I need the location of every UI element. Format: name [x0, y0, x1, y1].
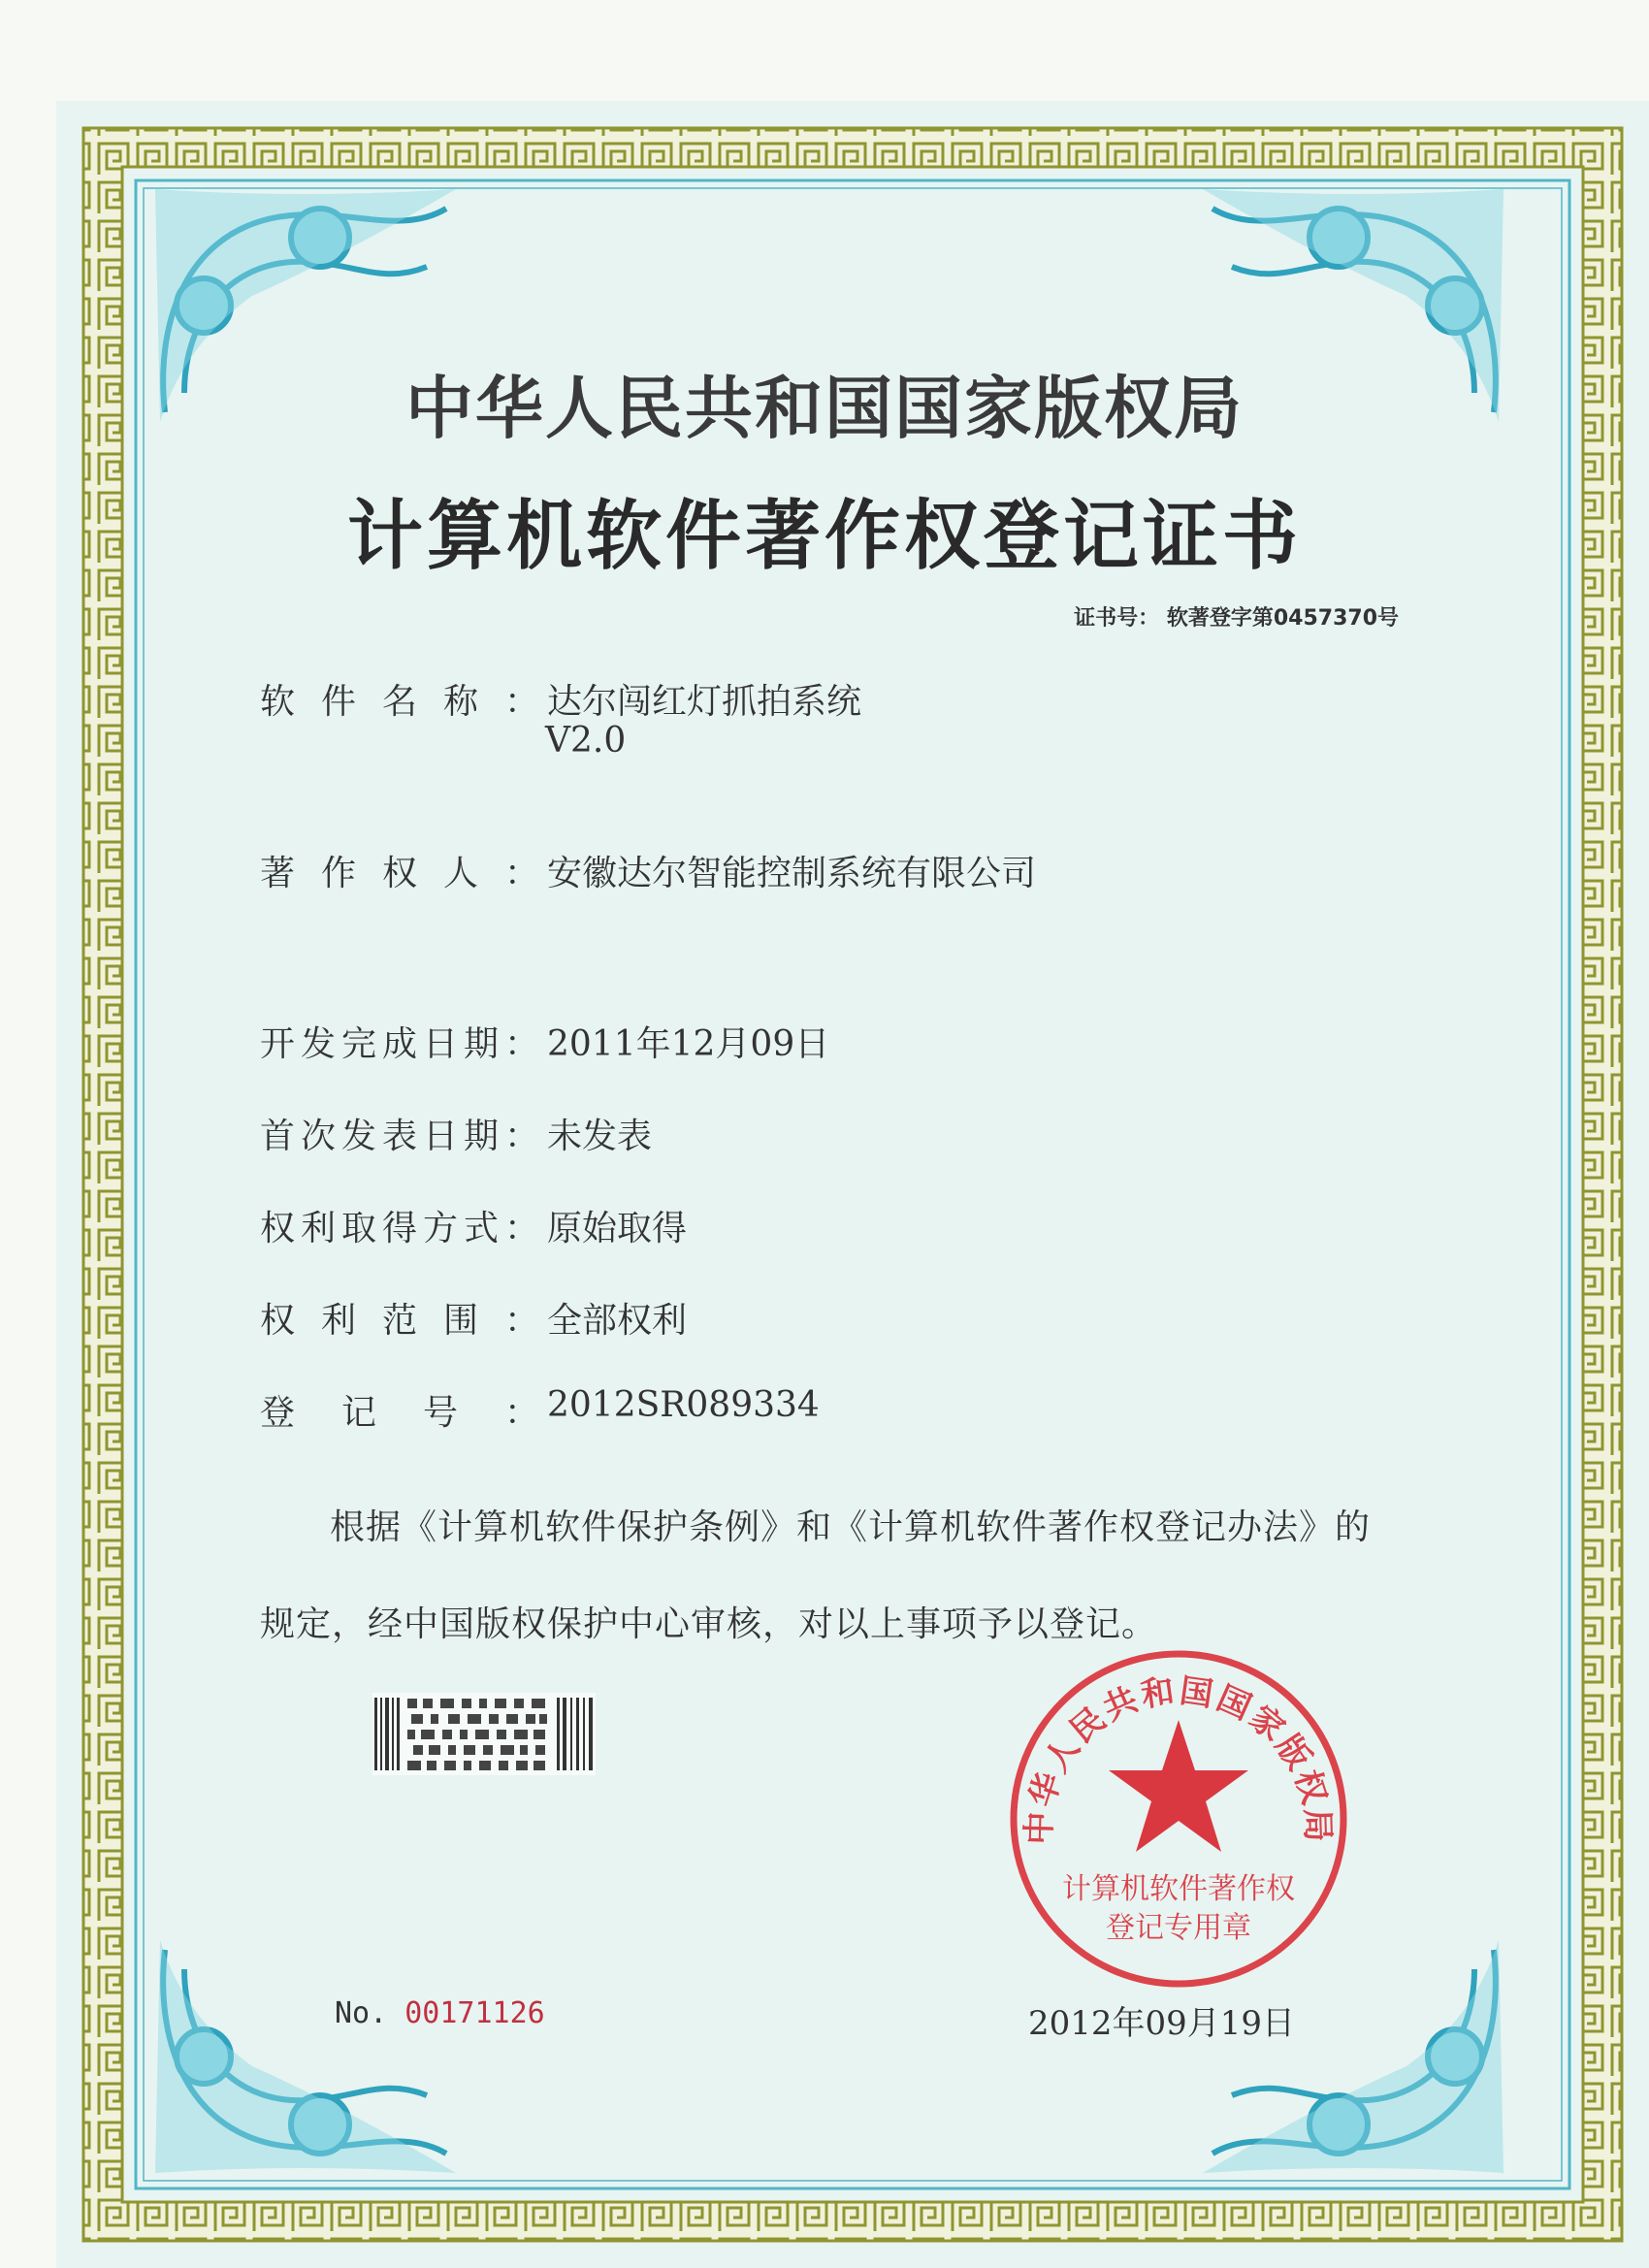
field-value: 达尔闯红灯抓拍系统: [547, 682, 862, 722]
statement-line-2: 规定，经中国版权保护中心审核，对以上事项予以登记。: [260, 1604, 1158, 1644]
field-value: 未发表: [547, 1117, 653, 1156]
barcode: [372, 1693, 596, 1775]
field-label: 权利取得方式：: [260, 1209, 541, 1248]
field-label: 软件名称：: [260, 682, 541, 722]
field-registration-number: [260, 1385, 820, 1435]
certificate-number-value: 软著登字第0457370号: [1166, 606, 1399, 631]
issue-date: 2012年09月19日: [1028, 2004, 1296, 2043]
field-label: 开发完成日期：: [260, 1024, 541, 1064]
field-value: 全部权利: [547, 1301, 688, 1341]
field-value-version: V2.0: [545, 721, 627, 761]
serial-number-value: 00171126: [404, 1996, 545, 2030]
serial-number: [335, 1996, 545, 2030]
field-rights-scope: [260, 1293, 687, 1343]
seal-ring-text: 中华人民共和国国家版权局: [1019, 1671, 1338, 1846]
certificate-number: [1074, 601, 1399, 632]
field-acquisition-method: [260, 1201, 687, 1250]
field-value: 2011年12月09日: [547, 1024, 830, 1064]
field-completion-date: [260, 1017, 829, 1066]
field-first-publication-date: [260, 1109, 652, 1158]
field-software-name: [260, 674, 862, 761]
issuing-agency-title: 中华人民共和国国家版权局: [405, 369, 1244, 448]
seal-inner-line-2: 登记专用章: [1106, 1911, 1251, 1945]
field-label: 著作权人：: [260, 854, 541, 893]
field-label: 首次发表日期：: [260, 1117, 541, 1156]
serial-prefix: No.: [335, 1996, 388, 2030]
field-label: 权利范围：: [260, 1301, 541, 1341]
field-value: 2012SR089334: [547, 1385, 820, 1425]
certificate-title: 计算机软件著作权登记证书: [346, 492, 1302, 580]
field-value: 原始取得: [547, 1209, 688, 1248]
corner-ornament-bottom-left: [146, 1930, 466, 2183]
field-copyright-owner: [260, 846, 1036, 895]
field-label: 登记号：: [260, 1393, 541, 1433]
seal-inner-line-1: 计算机软件著作权: [1062, 1872, 1295, 1906]
statement-line-1: 根据《计算机软件保护条例》和《计算机软件著作权登记办法》的: [330, 1507, 1372, 1547]
official-seal: [1004, 1644, 1353, 1993]
field-value: 安徽达尔智能控制系统有限公司: [547, 854, 1037, 893]
certificate-number-label: 证书号：: [1074, 606, 1160, 631]
